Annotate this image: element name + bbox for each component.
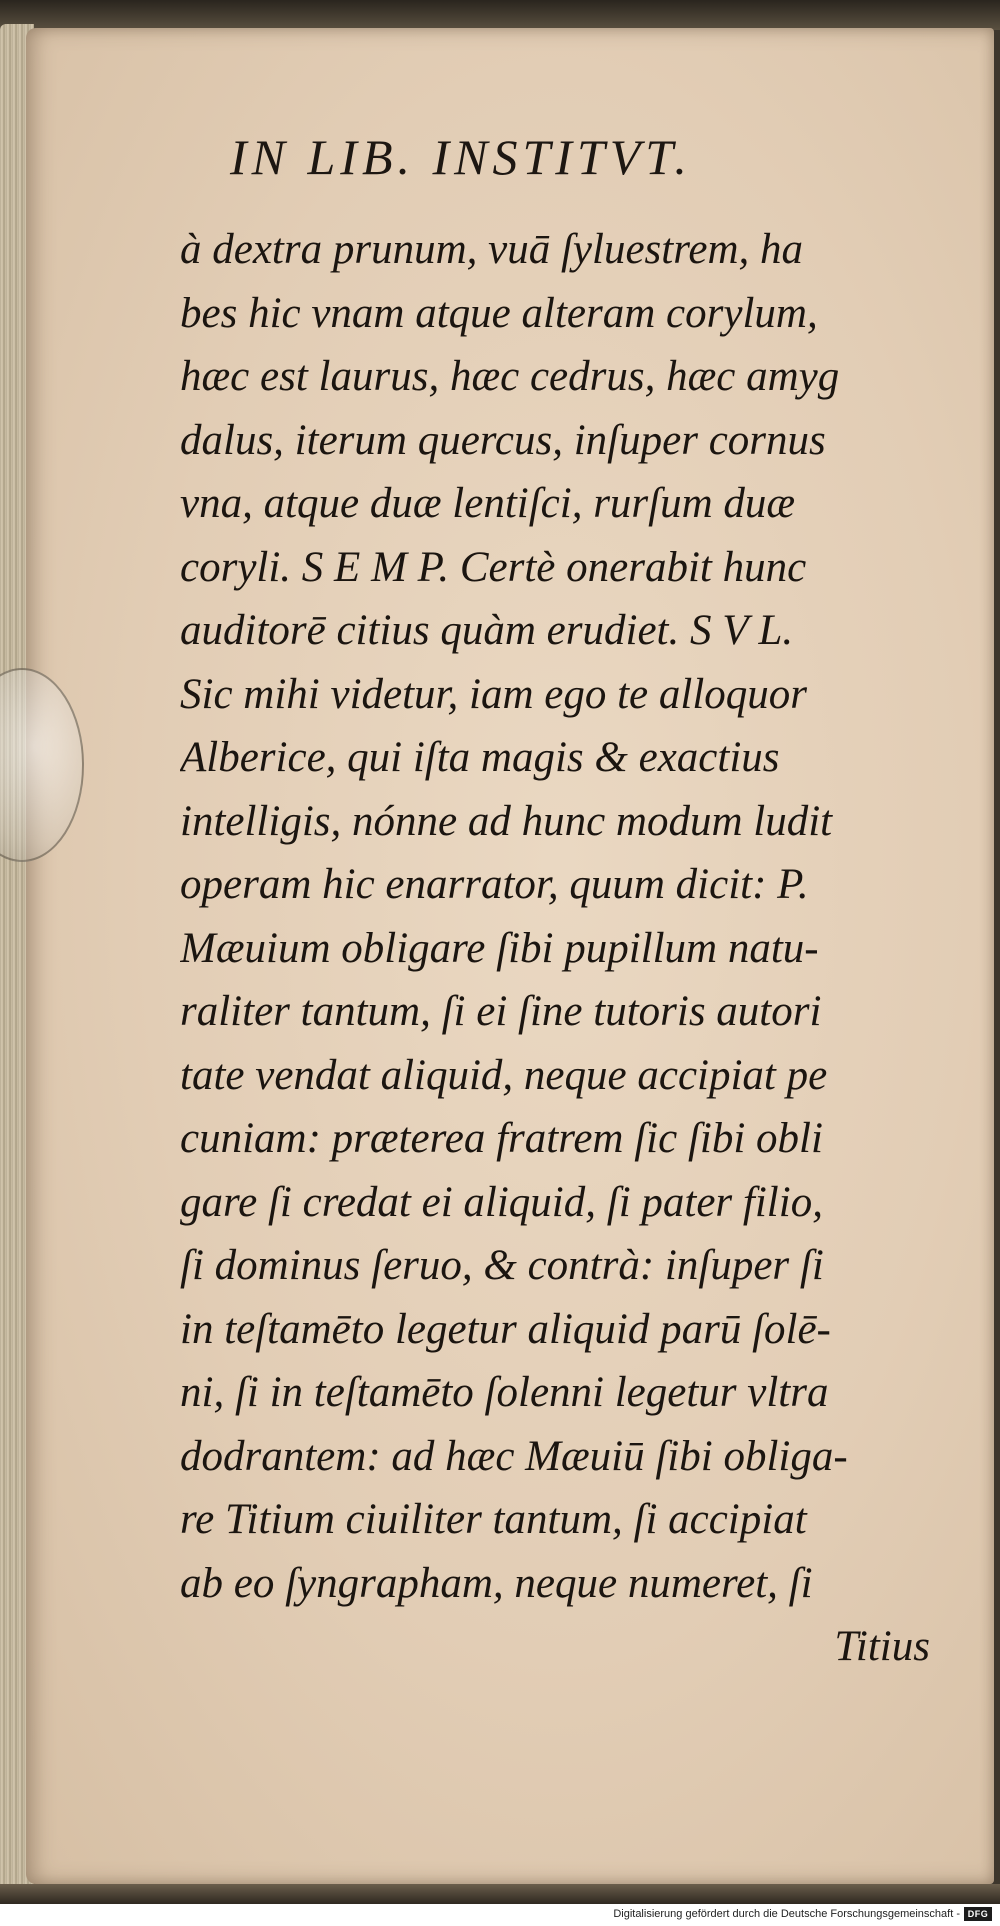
binding-bottom-edge — [0, 1884, 1000, 1904]
running-head: IN LIB. INSTITVT. — [230, 129, 692, 185]
text-line: auditorē citius quàm erudiet. S V L. — [180, 607, 794, 654]
text-line: hæc est laurus, hæc cedrus, hæc amyg — [180, 353, 840, 400]
text-line: dodrantem: ad hæc Mæuiū ſibi obliga- — [180, 1432, 848, 1480]
text-line: vna, atque duæ lentiſci, rurſum duæ — [180, 480, 796, 527]
text-line: ni, ſi in teſtamēto ſolenni legetur vltra — [180, 1369, 829, 1416]
text-line: dalus, iterum quercus, inſuper cornus — [180, 416, 826, 464]
text-block — [180, 218, 940, 1679]
dfg-logo-icon: DFG — [964, 1907, 992, 1921]
text-line: coryli. S E M P. Certè onerabit hunc — [180, 543, 807, 591]
text-line: Alberice, qui iſta magis & exactius — [180, 734, 780, 781]
text-line: ab eo ſyngrapham, neque numeret, ſi — [180, 1559, 813, 1607]
text-line: operam hic enarrator, quum dicit: P. — [180, 861, 809, 908]
binding-top-edge — [0, 0, 1000, 30]
footer-credit: Digitalisierung gefördert durch die Deutsche Forschungsgemeinschaft - — [613, 1908, 960, 1920]
text-line: in teſtamēto legetur aliquid parū ſolē- — [180, 1305, 831, 1353]
text-line: tate vendat aliquid, neque accipiat pe — [180, 1051, 828, 1099]
text-line: gare ſi credat ei aliquid, ſi pater filio, — [180, 1178, 823, 1226]
text-line: bes hic vnam atque alteram corylum, — [180, 289, 818, 337]
catchword: Titius — [834, 1623, 930, 1670]
text-line: à dextra prunum, vuā ſyluestrem, ha — [180, 226, 803, 273]
text-line: Mæuium obligare ſibi pupillum natu- — [180, 924, 819, 972]
text-line: re Titium ciuiliter tantum, ſi accipiat — [180, 1496, 807, 1543]
text-line: raliter tantum, ſi ei ſine tutoris autori — [180, 988, 822, 1035]
text-line: Sic mihi videtur, iam ego te alloquor — [180, 670, 808, 718]
text-line: cuniam: præterea fratrem ſic ſibi obli — [180, 1115, 823, 1162]
text-line: intelligis, nónne ad hunc modum ludit — [180, 797, 833, 845]
text-line: ſi dominus ſeruo, & contrà: inſuper ſi — [180, 1242, 824, 1289]
